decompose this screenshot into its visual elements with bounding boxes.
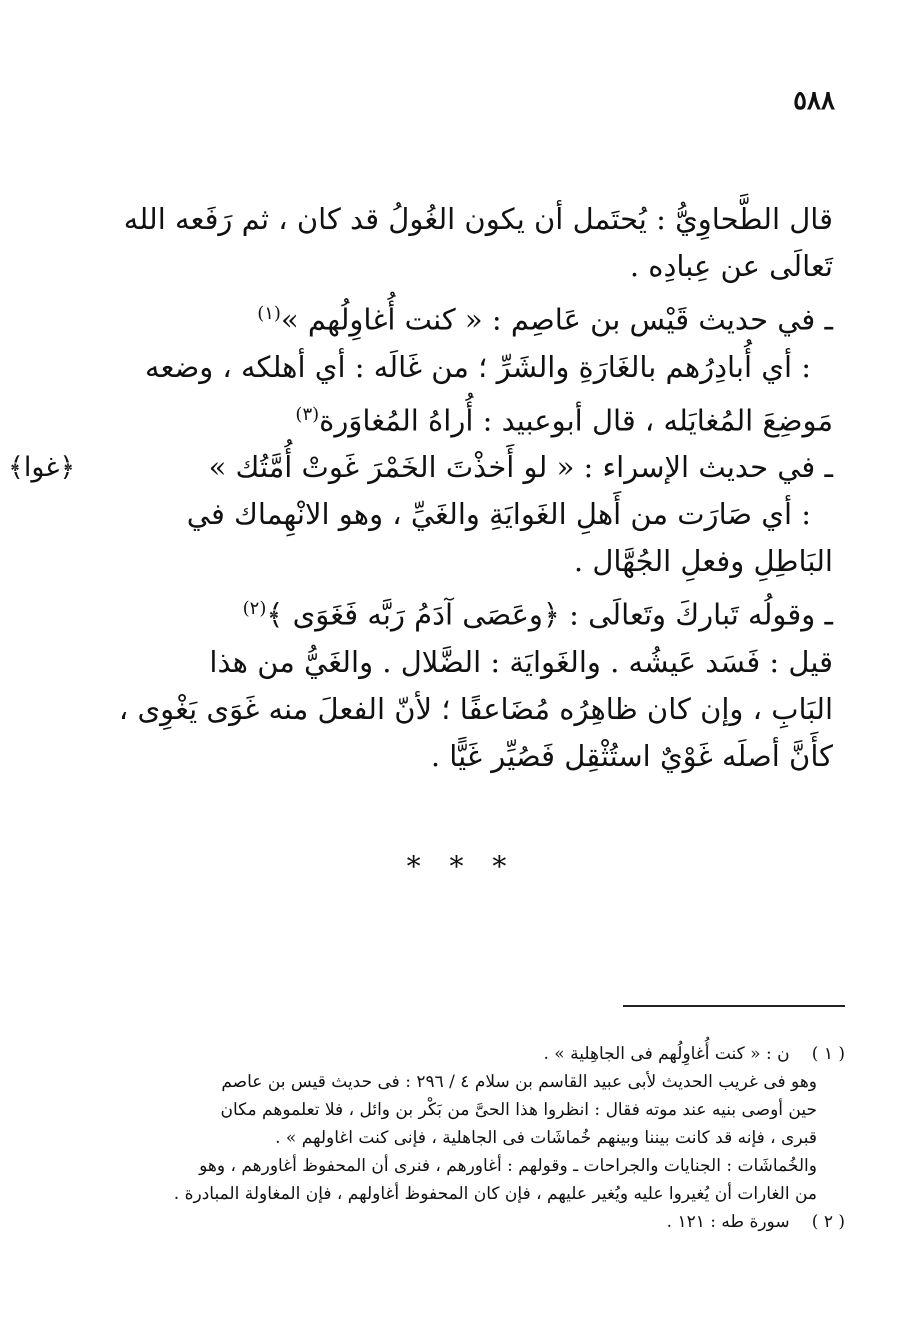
text-line: قيل : فَسَد عَيشُه . والغَوايَة : الضَّلال . والغَيُّ من هذا	[209, 644, 833, 679]
footnote-number: ( ٢ )	[811, 1212, 845, 1232]
section-separator: * * *	[406, 850, 517, 883]
footnote-line: والخُماشَات : الجنايات والجراحات ـ وقولهم : أغاورهم ، فنرى أن المحفوظ أغاورهم ، وهو	[199, 1156, 817, 1176]
footnote-number: ( ١ )	[811, 1044, 845, 1064]
root-word: ﴿غوا﴾	[8, 452, 76, 484]
main-text	[8, 196, 833, 780]
page-number: ٥٨٨	[793, 86, 835, 116]
footnote-line: قبرى ، فإنه قد كانت بيننا وبينهم خُماشَات فى الجاهلية ، فإنى كنت اغاولهم » .	[275, 1128, 817, 1148]
text-line: قال الطَّحاوِيُّ : يُحتَمل أن يكون الغُولُ قد كان ، ثم رَفَعه الله	[123, 202, 833, 236]
entry-heading	[88, 290, 833, 344]
entry-heading	[8, 444, 833, 491]
text-line-content: مَوضِعَ المُغايَله ، قال أبوعبيد : أُراهُ المُغاوَرة	[319, 403, 833, 438]
footnote-text: سورة طه : ١٢١ .	[666, 1212, 790, 1232]
footnote-2	[75, 1208, 845, 1236]
footnote-marker: (٣)	[295, 403, 320, 425]
footnote-line: من الغارات أن يُغيروا عليه ويُغير عليهم ، فإن كان المحفوظ أغاولهم ، فإن المغاولة المبادرة .	[173, 1184, 817, 1204]
footnote-text: ن : « كنت أُغاوِلُهم فى الجاهِلية » .	[543, 1044, 790, 1064]
footnote-divider	[623, 1005, 845, 1007]
text-line: : أي أُبادِرُهم بالغَارَةِ والشَرِّ ؛ من غَالَه : أي أهلكه ، وضعه	[145, 349, 811, 384]
text-line	[88, 391, 833, 445]
entry-heading-text: ـ في حديث الإسراء : « لو أَخذْتَ الخَمْرَ غَوتْ أُمَّتُك »	[208, 450, 833, 485]
entry-heading-text: ـ وقولُه تَباركَ وتَعالَى : ﴿وعَصَى آدَمُ رَبَّه فَغَوَى ﴾	[266, 597, 833, 632]
text-line: كأَنَّ أصلَه غَوْيٌ استُثْقِل فَصُيِّر غَيًّا .	[430, 738, 833, 773]
footnotes	[75, 1040, 845, 1236]
footnote-line: وهو فى غريب الحديث لأبى عبيد القاسم بن سلام ٤ / ٢٩٦ : فى حديث قيس بن عاصم	[221, 1072, 817, 1092]
text-line: البَاطِلِ وفعلِ الجُهَّال .	[573, 544, 833, 579]
footnote-line: حين أوصى بنيه عند موته فقال : انظروا هذا الحىَّ من بَكْر بن وائل ، فلا تعلموهم مكان	[220, 1100, 817, 1120]
text-line: البَابِ ، وإن كان ظاهِرُه مُضَاعفًا ؛ لأنّ الفعلَ منه غَوَى يَغْوِى ،	[118, 691, 833, 726]
entry-heading	[88, 585, 833, 639]
footnote-marker: (٢)	[242, 598, 267, 620]
text-line: تَعالَى عن عِبادِه .	[629, 249, 833, 283]
entry-heading-text: ـ في حديث قَيْس بن عَاصِم : « كنت أُغاوِلُهم »	[280, 302, 833, 337]
footnote-1	[75, 1040, 845, 1068]
text-line: : أي صَارَت من أَهلِ الغَوايَةِ والغَيِّ ، وهو الانْهِماك في	[186, 497, 811, 532]
footnote-marker: (١)	[257, 303, 281, 324]
